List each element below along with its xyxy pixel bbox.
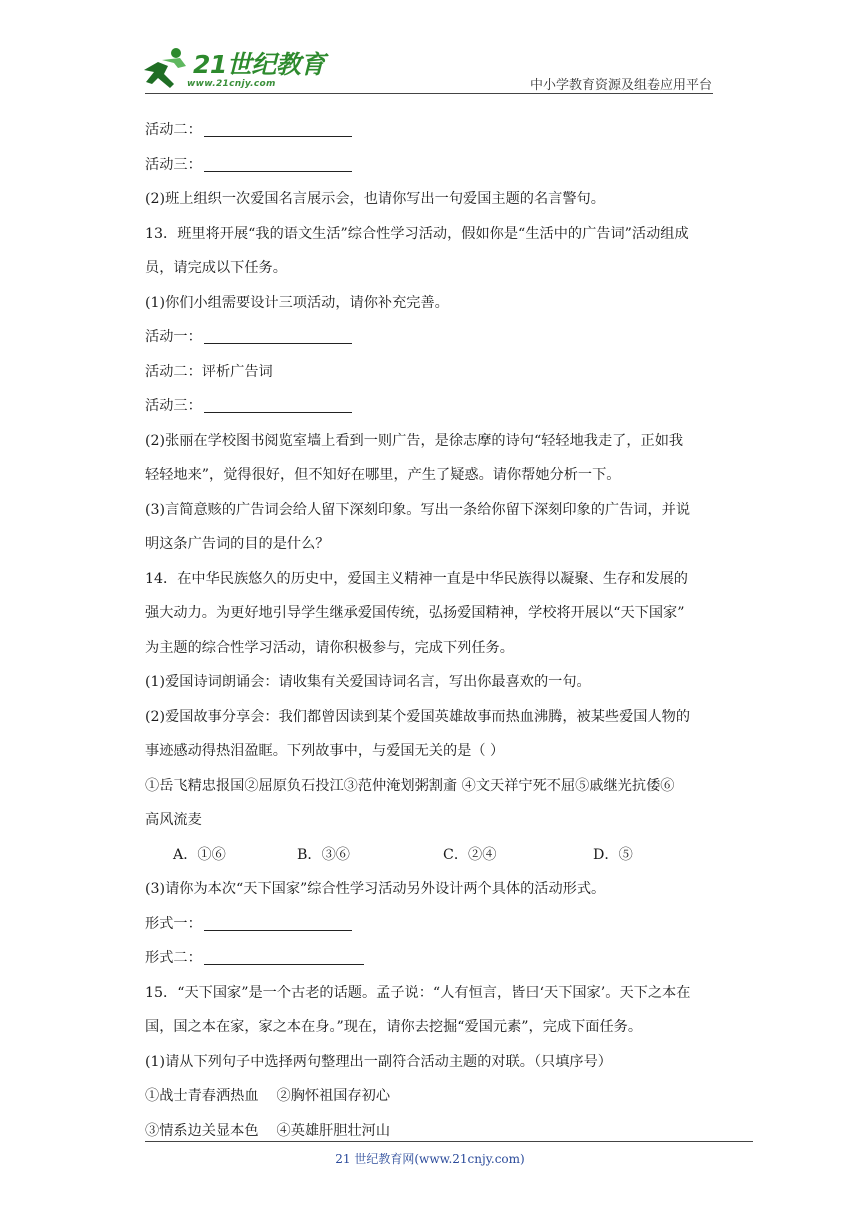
footer-divider xyxy=(145,1141,753,1142)
question-text: (1)你们小组需要设计三项活动，请你补充完善。 xyxy=(145,294,449,311)
question-text: 国，国之本在家，家之本在身。”现在，请你去挖掘“爱国元素”，完成下面任务。 xyxy=(145,1019,643,1035)
question-15-text: 15．“天下国家”是一个古老的话题。孟子说：“人有恒言，皆曰‘天下国家’。天下之本在 xyxy=(145,984,691,1001)
couplet-options: ①战士青春洒热血 ②胸怀祖国存初心 xyxy=(145,1088,391,1104)
question-13-text: 13．班里将开展“我的语文生活”综合性学习活动，假如你是“生活中的广告词”活动组成 xyxy=(145,225,689,242)
question-text: (2)张丽在学校图书阅览室墙上看到一则广告，是徐志摩的诗句“轻轻地我走了，正如我 xyxy=(145,432,684,449)
question-text: (3)言简意赅的广告词会给人留下深刻印象。写出一条给你留下深刻印象的广告词，并说 xyxy=(145,501,691,518)
choice-c[interactable]: C．②④ xyxy=(443,846,497,863)
question-text: 事迹感动得热泪盈眶。下列故事中，与爱国无关的是（ ） xyxy=(145,743,505,759)
form-two-line: 形式二： xyxy=(145,941,720,976)
question-text: (2)班上组织一次爱国名言展示会，也请你写出一句爱国主题的名言警句。 xyxy=(145,191,605,207)
answer-blank[interactable] xyxy=(204,116,352,137)
question-text: (3)请你为本次“天下国家”综合性学习活动另外设计两个具体的活动形式。 xyxy=(145,881,606,897)
question-14-text: 14．在中华民族悠久的历史中，爱国主义精神一直是中华民族得以凝聚、生存和发展的 xyxy=(145,570,688,587)
form-one-line: 形式一： xyxy=(145,907,720,942)
document-body xyxy=(145,113,720,1148)
page-header xyxy=(0,0,860,100)
activity-two-line: 活动二：评析广告词 xyxy=(145,363,273,380)
header-divider xyxy=(145,93,713,94)
platform-name: 中小学教育资源及组卷应用平台 xyxy=(529,78,712,93)
question-text: 强大动力。为更好地引导学生继承爱国传统，弘扬爱国精神，学校将开展以“天下国家” xyxy=(145,605,685,621)
activity-one-line: 活动一： xyxy=(145,320,720,355)
choice-d[interactable]: D．⑤ xyxy=(593,846,633,863)
activity-two-line: 活动二： xyxy=(145,113,720,148)
answer-choices xyxy=(145,838,720,873)
logo-url: www.21cnjy.com xyxy=(187,79,276,89)
activity-three-line: 活动三： xyxy=(145,148,720,183)
choice-b[interactable]: B．③⑥ xyxy=(297,846,350,863)
question-text: (1)爱国诗词朗诵会：请收集有关爱国诗词名言，写出你最喜欢的一句。 xyxy=(145,674,591,690)
question-text: (2)爱国故事分享会：我们都曾因读到某个爱国英雄故事而热血沸腾，被某些爱国人物的 xyxy=(145,708,691,725)
couplet-options: ③情系边关显本色 ④英雄肝胆壮河山 xyxy=(145,1122,391,1139)
question-text: 为主题的综合性学习活动，请你积极参与，完成下列任务。 xyxy=(145,639,514,656)
question-text: 明这条广告词的目的是什么？ xyxy=(145,536,330,552)
logo-text: 21世纪教育 xyxy=(193,50,325,79)
answer-blank[interactable] xyxy=(204,944,364,965)
footer-text: 21 世纪教育网(www.21cnjy.com) xyxy=(335,1152,525,1166)
story-options: 高风流麦 xyxy=(145,812,202,828)
answer-blank[interactable] xyxy=(204,323,352,344)
answer-blank[interactable] xyxy=(204,151,352,172)
question-text: 轻轻地来”，觉得很好，但不知好在哪里，产生了疑惑。请你帮她分析一下。 xyxy=(145,467,621,483)
question-text: 员，请完成以下任务。 xyxy=(145,260,287,276)
activity-three-line: 活动三： xyxy=(145,389,720,424)
answer-blank[interactable] xyxy=(204,392,352,413)
question-text: (1)请从下列句子中选择两句整理出一副符合活动主题的对联。（只填序号） xyxy=(145,1053,612,1070)
answer-blank[interactable] xyxy=(204,910,352,931)
story-options: ①岳飞精忠报国②屈原负石投江③范仲淹划粥割齑 ④文天祥宁死不屈⑤戚继光抗倭⑥ xyxy=(145,777,675,794)
choice-a[interactable]: A．①⑥ xyxy=(173,846,226,863)
